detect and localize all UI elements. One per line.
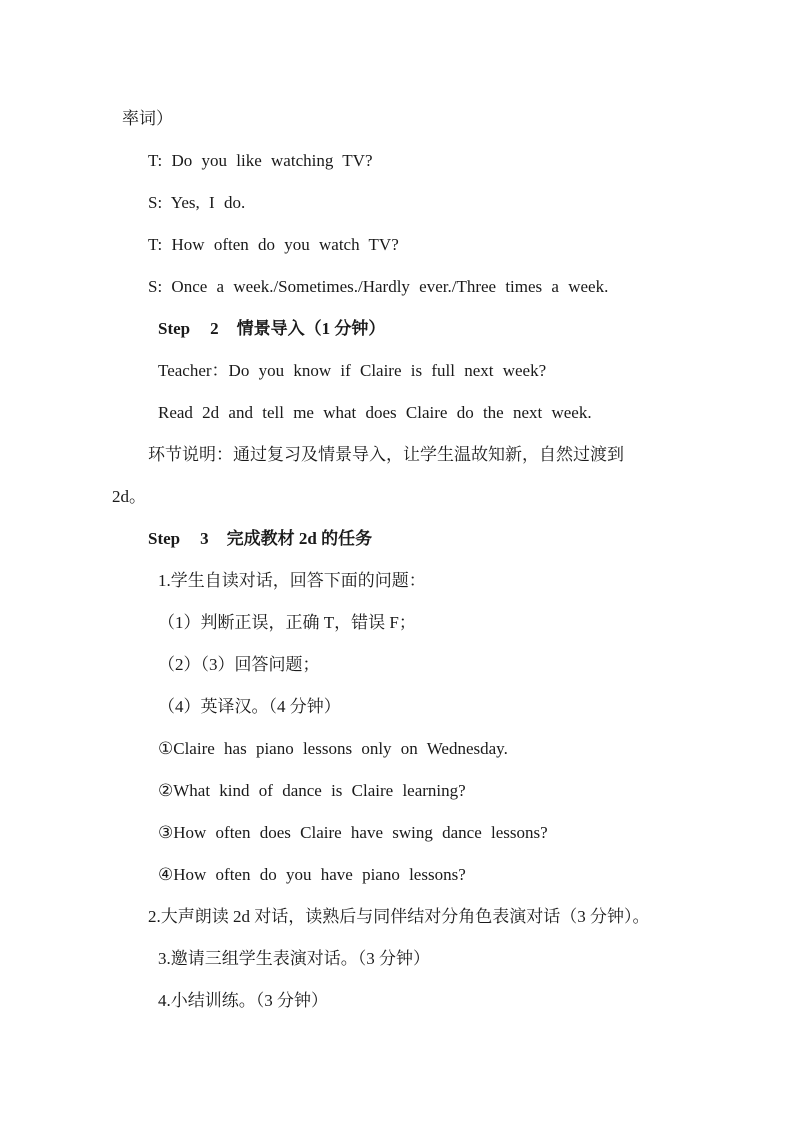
dialogue-line-student-1: S: Yes, I do. — [148, 193, 246, 212]
translation-sentence-1: ①Claire has piano lessons only on Wednesday. — [158, 739, 508, 758]
sub-task-4: （4）英译汉。（4 分钟） — [158, 697, 341, 716]
sub-task-1: （1）判断正误，正确 T，错误 F； — [158, 613, 416, 632]
task-item-3: 3.邀请三组学生表演对话。（3 分钟） — [158, 949, 430, 968]
step-number: 2 — [210, 319, 219, 338]
task-item-4: 4.小结训练。（3 分钟） — [158, 991, 328, 1010]
translation-sentence-3: ③How often does Claire have swing dance lessons? — [158, 823, 548, 842]
step-3-heading — [148, 530, 372, 547]
step-title: 完成教材 2d 的任务 — [226, 529, 373, 548]
step-label: Step — [148, 529, 181, 548]
section-explanation-continued: 2d。 — [112, 487, 146, 506]
reading-instruction: Read 2d and tell me what does Claire do the next week. — [158, 403, 592, 422]
task-item-1: 1.学生自读对话，回答下面的问题： — [158, 571, 426, 590]
translation-sentence-2: ②What kind of dance is Claire learning? — [158, 781, 466, 800]
sub-task-2-3: （2）（3）回答问题； — [158, 655, 320, 674]
section-explanation: 环节说明：通过复习及情景导入，让学生温故知新，自然过渡到 — [148, 445, 624, 464]
step-title: 情景导入（1 分钟） — [236, 319, 386, 338]
task-item-2: 2.大声朗读 2d 对话，读熟后与同伴结对分角色表演对话（3 分钟）。 — [148, 907, 650, 926]
dialogue-line-teacher-2: T: How often do you watch TV? — [148, 235, 399, 254]
step-label: Step — [158, 319, 191, 338]
step-2-heading — [158, 320, 385, 337]
dialogue-line-teacher-1: T: Do you like watching TV? — [148, 151, 373, 170]
dialogue-line-student-2: S: Once a week./Sometimes./Hardly ever./Three times a week. — [148, 277, 609, 296]
teacher-prompt: Teacher：Do you know if Claire is full next week? — [158, 361, 547, 380]
translation-sentence-4: ④How often do you have piano lessons? — [158, 865, 466, 884]
text-line-continuation: 率词） — [122, 109, 173, 128]
step-number: 3 — [200, 529, 209, 548]
